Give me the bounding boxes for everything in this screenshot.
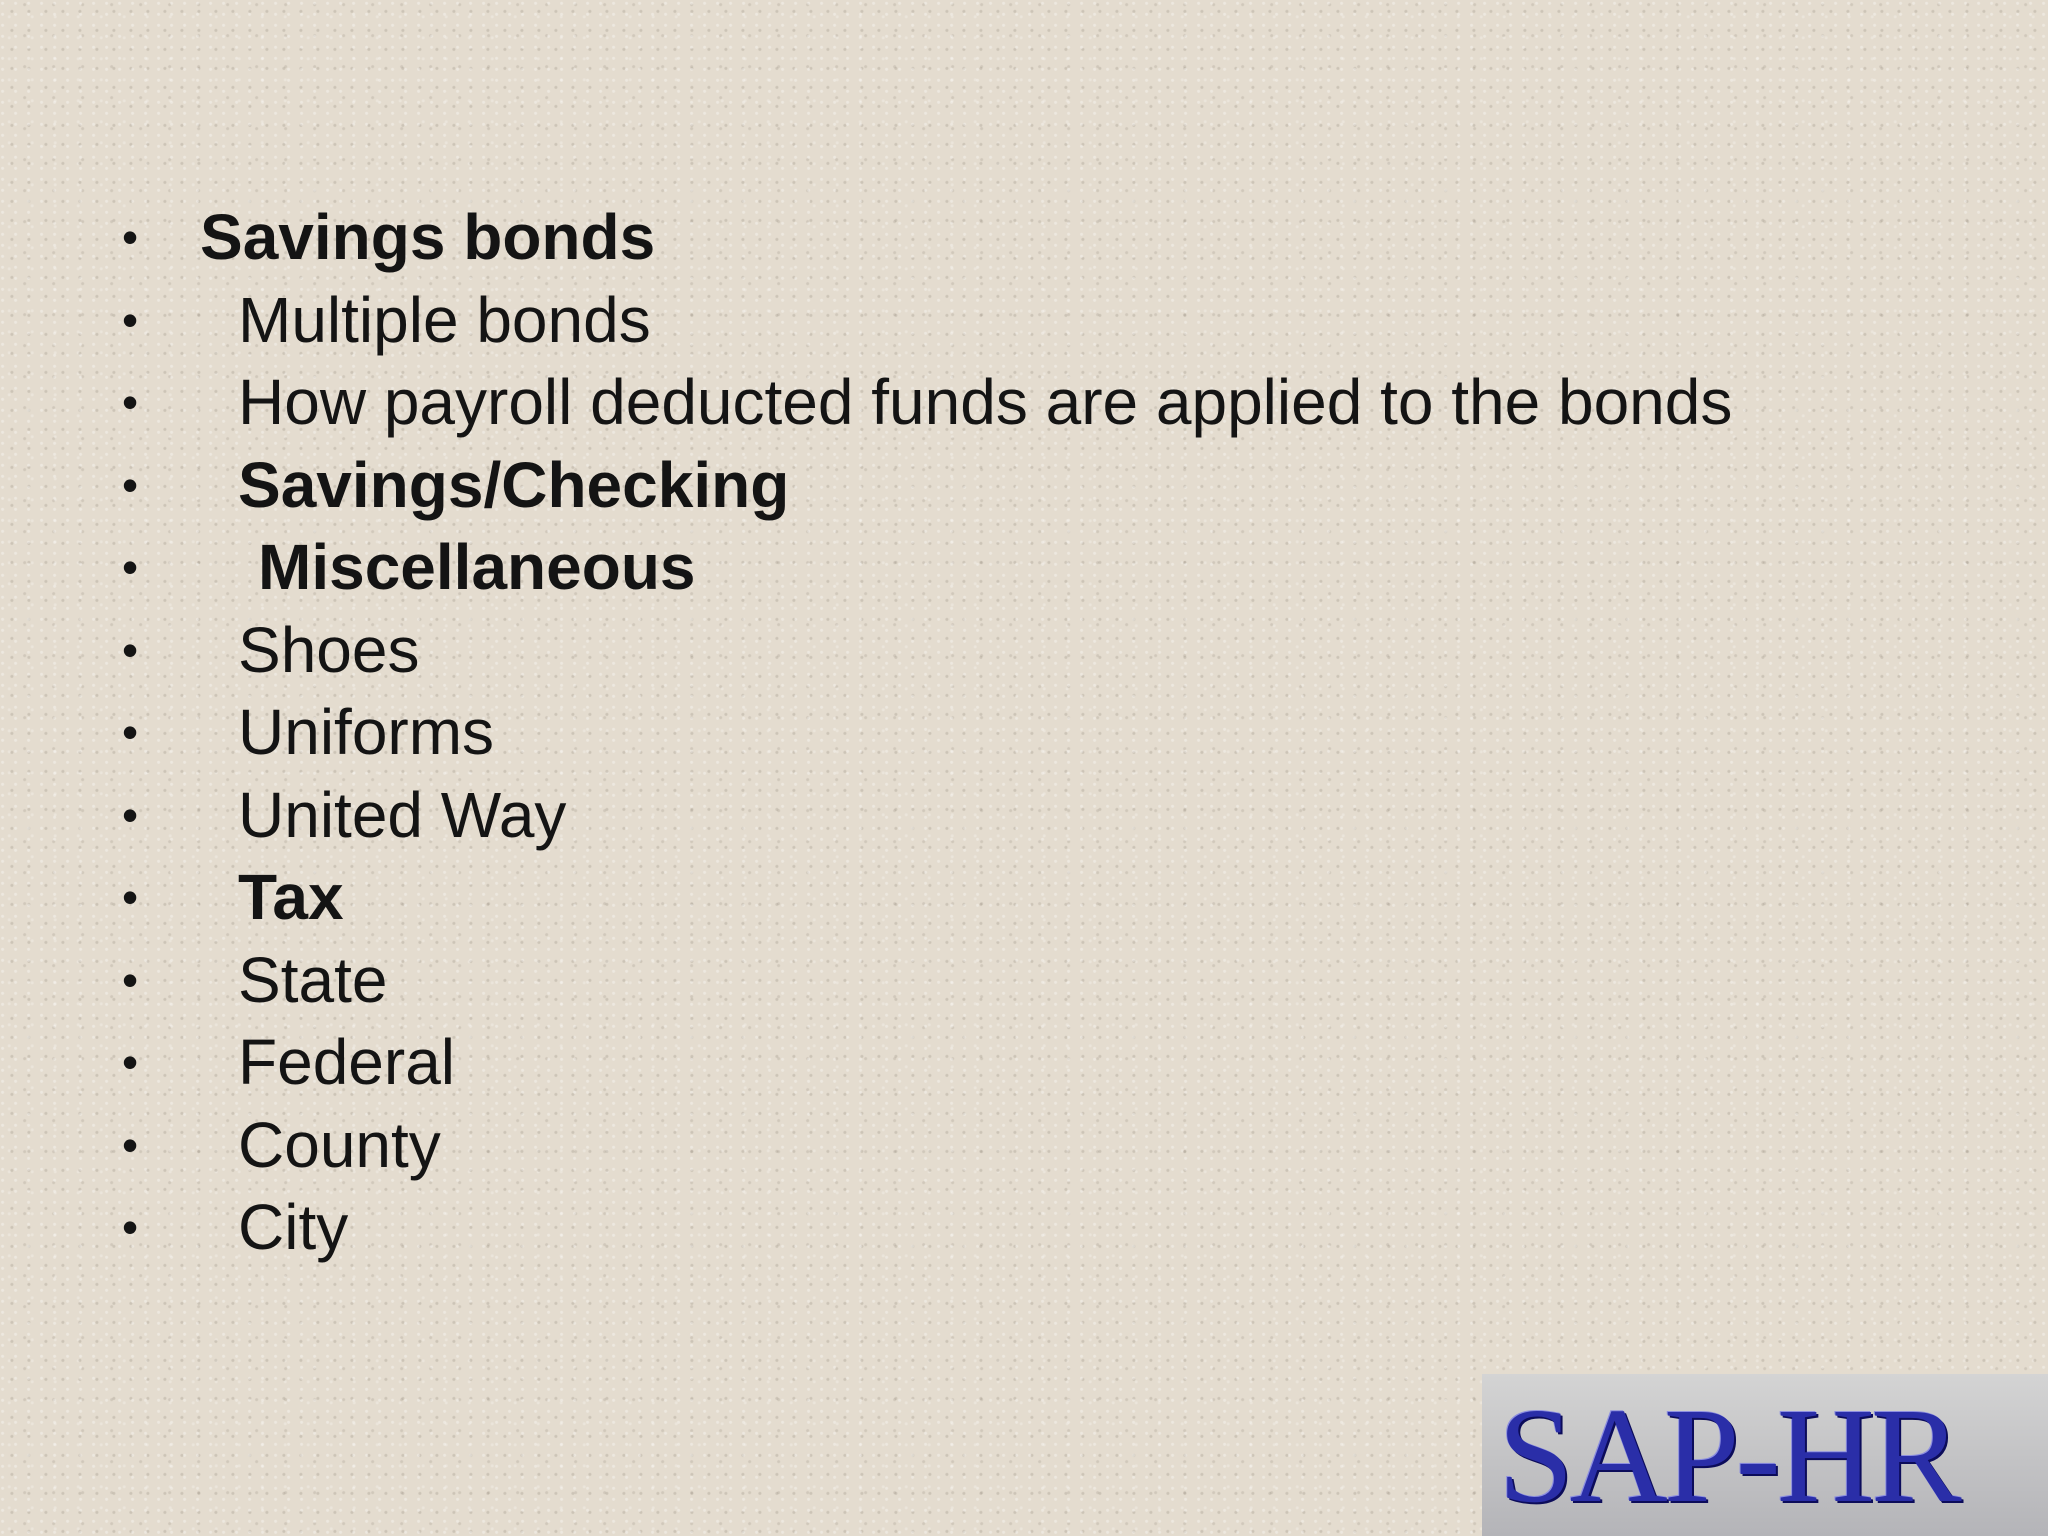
item-uniforms: Uniforms xyxy=(238,696,495,768)
item-federal: Federal xyxy=(238,1026,455,1098)
sap-hr-logo xyxy=(1482,1374,2048,1536)
item-shoes: Shoes xyxy=(238,613,420,686)
bullet-icon: • xyxy=(122,623,139,676)
bullet-icon: • xyxy=(122,293,139,346)
list-item xyxy=(0,361,1960,444)
bullet-icon: • xyxy=(122,458,139,511)
bullet-icon: • xyxy=(122,953,139,1006)
list-item xyxy=(0,444,1960,527)
item-payroll-funds: How payroll deducted funds are applied to the bonds xyxy=(238,366,1733,438)
list-item xyxy=(0,526,1960,609)
item-state: State xyxy=(238,943,388,1016)
bullet-icon: • xyxy=(122,376,139,428)
bullet-icon: • xyxy=(122,788,139,841)
list-item xyxy=(0,1021,1960,1104)
logo-text: SAP-HR xyxy=(1498,1381,1958,1531)
list-item xyxy=(0,1186,1960,1269)
bullet-icon: • xyxy=(122,1201,139,1253)
list-item xyxy=(0,856,1960,939)
bullet-list xyxy=(0,196,1960,1269)
item-tax: Tax xyxy=(238,861,344,933)
item-united-way: United Way xyxy=(238,778,567,851)
item-miscellaneous: Miscellaneous xyxy=(258,531,696,603)
item-multiple-bonds: Multiple bonds xyxy=(238,283,651,356)
list-item xyxy=(0,691,1960,774)
list-item xyxy=(0,1104,1960,1187)
item-county: County xyxy=(238,1108,441,1181)
list-item xyxy=(0,939,1960,1022)
list-item xyxy=(0,774,1960,857)
bullet-icon: • xyxy=(122,1036,139,1088)
list-item xyxy=(0,609,1960,692)
bullet-icon: • xyxy=(122,1118,139,1171)
bullet-icon: • xyxy=(122,871,139,923)
bullet-icon: • xyxy=(122,541,139,593)
bullet-icon: • xyxy=(122,706,139,758)
list-item xyxy=(0,279,1960,362)
item-savings-checking: Savings/Checking xyxy=(238,448,790,521)
list-item xyxy=(0,196,1960,279)
item-city: City xyxy=(238,1191,349,1263)
bullet-icon: • xyxy=(122,211,139,263)
item-savings-bonds: Savings bonds xyxy=(200,201,656,273)
